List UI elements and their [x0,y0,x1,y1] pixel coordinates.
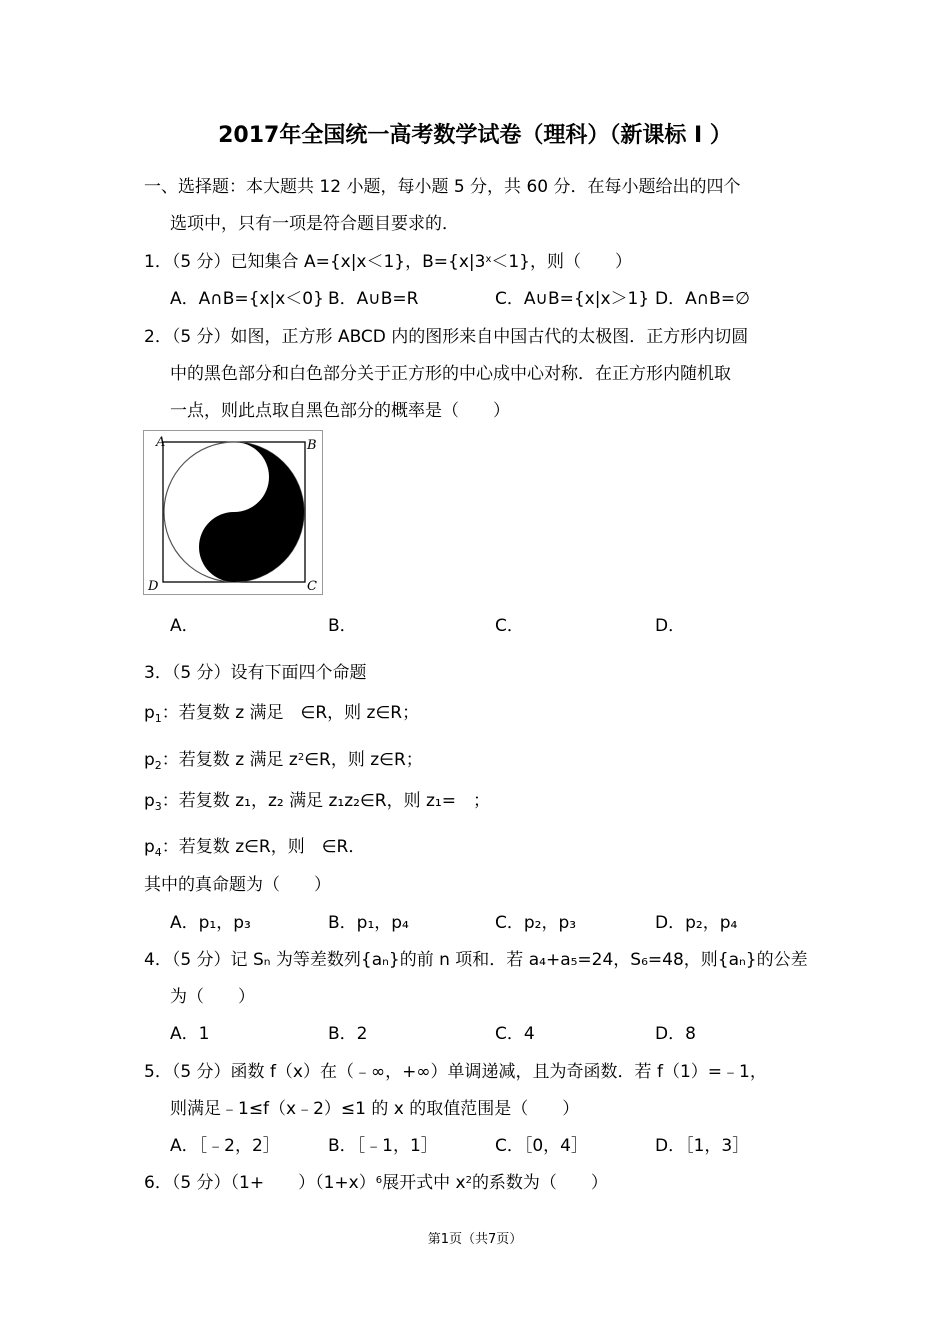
proposition-p2: $p_2$：若复数 z 满足 $z^2\in R$，则 z∈R； [144,750,423,772]
question-2-line1: 2．（5 分）如图，正方形 ABCD 内的图形来自中国古代的太极图．正方形内切圆 [144,327,749,347]
question-2-option-c: C． [495,616,524,636]
question-1-stem: 1．（5 分）已知集合 A={x|x＜1}，$B=\{x|3^x<1\}$，则（ ） [144,252,632,272]
proposition-p4: $p_4$：若复数 z∈R，则 ∈R． [144,837,366,859]
page-footer: 第1页（共7页） [427,1232,523,1247]
question-1-option-b: B．A∪B=R [328,289,419,309]
question-5-option-d: D．［1，3］ [655,1136,750,1156]
question-4-option-a: A．1 [170,1024,210,1044]
question-5-line1: 5．（5 分）函数 f（x）在（﹣∞，+∞）单调递减，且为奇函数．若 f（1）=﹣1， [144,1062,767,1082]
proposition-p3: $p_3$：若复数 z₁，z₂ 满足 z₁z₂∈R，则 z₁= ； [144,791,490,813]
question-4-line2: 为（ ） [170,987,255,1007]
page-title: 2017年全国统一高考数学试卷（理科）（新课标 Ⅰ ） [218,123,732,148]
question-3-option-a: A．p₁，p₃ [170,913,251,933]
question-3-option-c: C．p₂，p₃ [495,913,577,933]
question-1-option-c: C．A∪B={x|x＞1} [495,289,650,309]
question-5-option-c: C．［0，4］ [495,1136,589,1156]
question-3-prompt: 其中的真命题为（ ） [144,875,331,895]
question-3-stem: 3．（5 分）设有下面四个命题 [144,663,367,683]
vertex-label-b: B [307,438,317,453]
question-4-option-d: D．8 [655,1024,696,1044]
question-2-line3: 一点，则此点取自黑色部分的概率是（ ） [170,401,510,421]
question-1-option-d: D．A∩B=∅ [655,289,750,309]
question-4-option-c: C．4 [495,1024,535,1044]
question-3-option-d: D．p₂，p₄ [655,913,738,933]
section-heading-line2: 选项中，只有一项是符合题目要求的． [170,214,459,234]
question-1-option-a: A．A∩B={x|x＜0} [170,289,324,309]
question-5-option-a: A．［﹣2，2］ [170,1136,280,1156]
question-2-option-b: B． [328,616,357,636]
question-6-stem: 6．（5 分）（1+ ）$(1+x)^6$展开式中 $x^2$的系数为（ ） [144,1173,608,1193]
question-5-line2: 则满足﹣1≤f（x﹣2）≤1 的 x 的取值范围是（ ） [170,1099,580,1119]
taiji-figure [143,430,323,595]
question-4-option-b: B．2 [328,1024,368,1044]
question-4-line1: 4．（5 分）记 Sₙ 为等差数列{aₙ}的前 n 项和．若 a₄+a₅=24，S₆=48，则{aₙ}的公差 [144,950,808,970]
question-2-option-d: D． [655,616,686,636]
question-5-option-b: B．［﹣1，1］ [328,1136,438,1156]
question-2-line2: 中的黑色部分和白色部分关于正方形的中心成中心对称．在正方形内随机取 [170,364,731,384]
question-2-option-a: A． [170,616,199,636]
vertex-label-d: D [148,579,159,594]
vertex-label-a: A [156,435,166,450]
vertex-label-c: C [307,579,317,594]
question-3-option-b: B．p₁，p₄ [328,913,409,933]
proposition-p1: $p_1$：若复数 z 满足 ∈R，则 z∈R； [144,703,420,725]
section-heading-line1: 一、选择题：本大题共 12 小题，每小题 5 分，共 60 分．在每小题给出的四个 [144,177,741,197]
